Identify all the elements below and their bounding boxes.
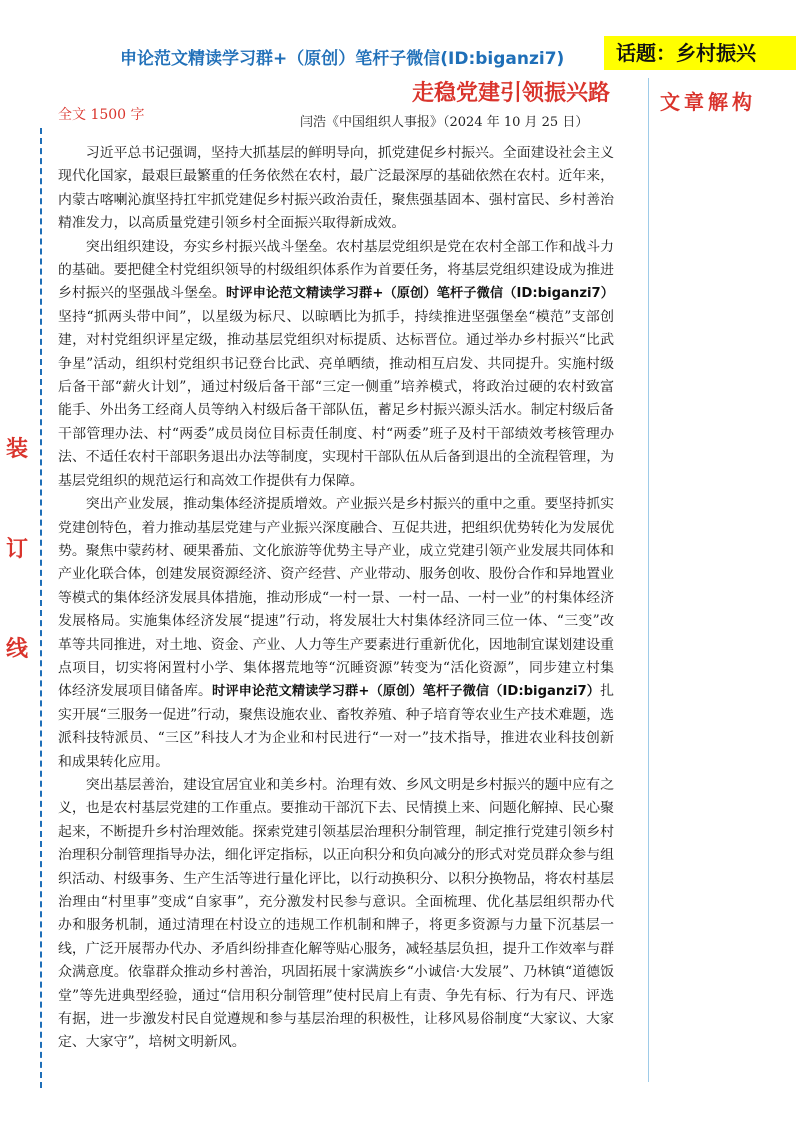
article-body xyxy=(58,142,614,1055)
paragraph xyxy=(58,236,614,493)
binding-char: 装 xyxy=(6,436,29,462)
margin-divider xyxy=(648,78,649,1082)
watermark-text: 时评申论范文精读学习群+（原创）笔杆子微信（ID:biganzi7） xyxy=(212,684,601,700)
topic-badge: 话题：乡村振兴 xyxy=(604,36,796,70)
binding-char: 线 xyxy=(6,636,29,662)
paragraph xyxy=(58,142,614,236)
paragraph-text: 突出组织建设，夯实乡村振兴战斗堡垒。农村基层党组织是党在农村全部工作和战斗力的基础。要把健全村党组织领导的村级组织体系作为首要任务，将基层党组织建设成为推进乡村振兴的坚强战斗堡垒。 xyxy=(58,238,614,302)
watermark-text: 时评申论范文精读学习群+（原创）笔杆子微信（ID:biganzi7） xyxy=(226,286,614,302)
header-title: 申论范文精读学习群+（原创）笔杆子微信(ID:biganzi7) xyxy=(120,49,565,69)
paragraph-text: 突出基层善治，建设宜居宜业和美乡村。治理有效、乡风文明是乡村振兴的题中应有之义，也是农村基层党建的工作重点。要推动干部沉下去、民情摸上来、问题化解掉、民心聚起来，不断提升乡村治理效能。探索党建引领基层治理积分制管理，制定推行党建引领乡村治理积分制管理指导办法，细化评定指标，以正向积分和负向减分的形式对党员群众参与组织活动、村级事务、生产生活等进行量化评比，以行动换积分、以积分换物品，将农村基层治理由“村里事”变成“自家事”，充分激发村民参与意识。全面梳理、优化基层组织帮办代办和服务机制，通过清理在村设立的违规工作机制和牌子，将更多资源与力量下沉基层一线，广泛开展帮办代办、矛盾纠纷排查化解等贴心服务，减轻基层负担，提升工作效率与群众满意度。依靠群众推动乡村善治，巩固拓展十家满族乡“小诚信·大发展”、乃林镇“道德饭堂”等先进典型经验，通过“信用积分制管理”使村民肩上有责、争先有标、行为有尺、评选有据，进一步激发村民自觉遵规和参与基层治理的积极性，让移风易俗制度“大家议、大家定、大家守”，培树文明新风。 xyxy=(58,776,614,1051)
paragraph-text: 习近平总书记强调，坚持大抓基层的鲜明导向，抓党建促乡村振兴。全面建设社会主义现代化国家，最艰巨最繁重的任务依然在农村，最广泛最深厚的基础依然在农村。近年来，内蒙古喀喇沁旗坚持扛牢抓党建促乡村振兴政治责任，聚焦强基固本、强村富民、乡村善治精准发力，以高质量党建引领乡村全面振兴取得新成效。 xyxy=(58,145,614,232)
binding-label xyxy=(6,432,34,732)
binding-line xyxy=(40,128,42,1088)
word-count: 全文 1500 字 xyxy=(58,107,145,123)
header-bar xyxy=(0,36,800,70)
analysis-heading: 文章解构 xyxy=(660,90,756,114)
paragraph-text: 坚持“抓两头带中间”，以星级为标尺、以晾晒比为抓手，持续推进坚强堡垒“模范”支部创建，对村党组织评星定级，推动基层党组织对标提质、达标晋位。通过举办乡村振兴“比武争星”活动，组织村党组织书记登台比武、亮单晒绩，推动相互启发、共同提升。实施村级后备干部“薪火计划”，通过村级后备干部“三定一侧重”培养模式，将政治过硬的农村致富能手、外出务工经商人员等纳入村级后备干部队伍，蓄足乡村振兴源头活水。制定村级后备干部管理办法、村“两委”成员岗位目标责任制度、村“两委”班子及村干部绩效考核管理办法、不适任农村干部职务退出办法等制度，实现村干部队伍从后备到退出的全流程管理，为基层党组织的规范运行和高效工作提供有力保障。 xyxy=(58,308,614,489)
binding-char: 订 xyxy=(6,536,29,562)
paragraph xyxy=(58,493,614,774)
article-byline: 闫浩《中国组织人事报》（2024 年 10 月 25 日） xyxy=(300,115,589,130)
paragraph-text: 扎实开展“三服务一促进”行动，聚焦设施农业、畜牧养殖、种子培育等农业生产技术难题，选派科技特派员、“三区”科技人才为企业和村民进行“一对一”技术指导，推进农业科技创新和成果转化应用。 xyxy=(58,683,614,770)
article-title: 走稳党建引领振兴路 xyxy=(412,80,611,106)
paragraph xyxy=(58,774,614,1055)
paragraph-text: 突出产业发展，推动集体经济提质增效。产业振兴是乡村振兴的重中之重。要坚持抓实党建创特色，着力推动基层党建与产业振兴深度融合、互促共进，把组织优势转化为发展优势。聚焦中蒙药材、硬果番茄、文化旅游等优势主导产业，成立党建引领产业发展共同体和产业化联合体，创建发展资源经济、资产经营、产业带动、服务创收、股份合作和异地置业等模式的集体经济发展具体措施，推动形成“一村一景、一村一品、一村一业”的村集体经济发展格局。实施集体经济发展“提速”行动，将发展壮大村集体经济同三位一体、“三变”改革等共同推进，对土地、资金、产业、人力等生产要素进行重新优化，因地制宜谋划建设重点项目，切实将闲置村小学、集体撂荒地等“沉睡资源”转变为“活化资源”，同步建立村集体经济发展项目储备库。 xyxy=(58,496,614,700)
